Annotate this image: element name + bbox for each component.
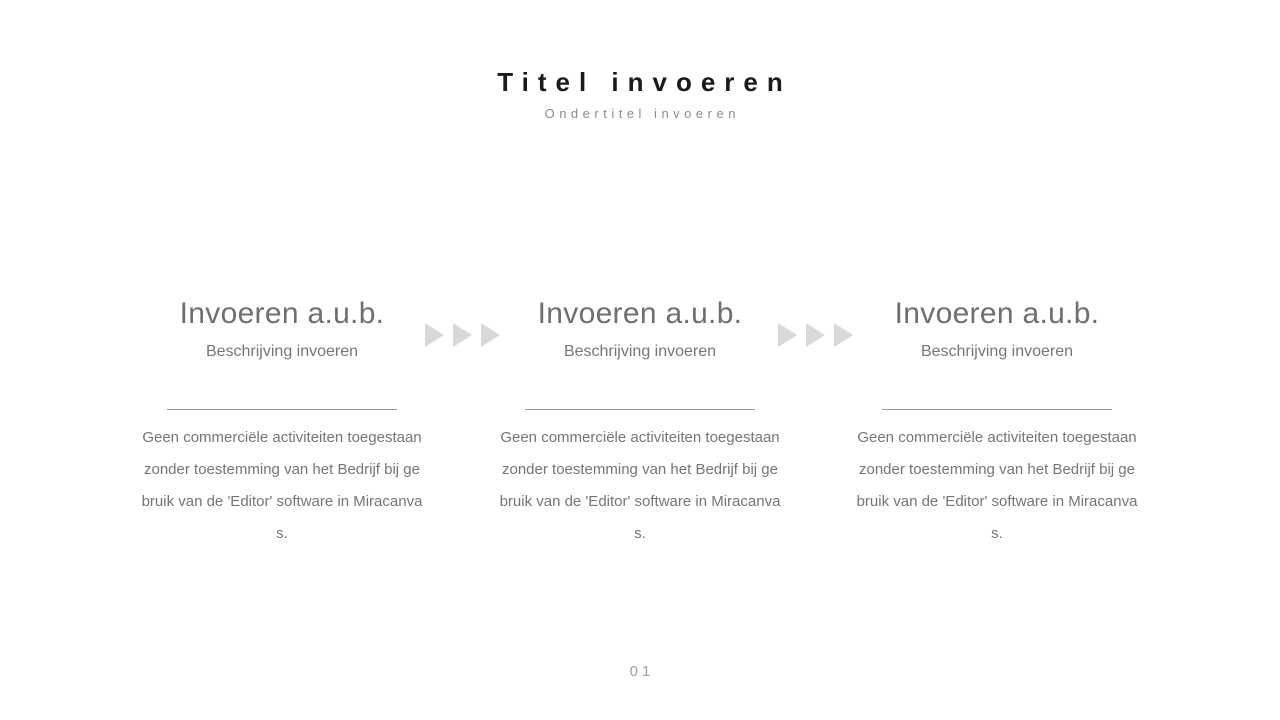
slide-title-placeholder[interactable]: Titel invoeren bbox=[497, 67, 792, 97]
slide-header bbox=[0, 66, 1280, 123]
column-divider-line bbox=[882, 409, 1112, 410]
body-text-line: s. bbox=[991, 525, 1003, 542]
body-text-line: s. bbox=[634, 525, 646, 542]
body-text-line: zonder toestemming van het Bedrijf bij ge bbox=[859, 461, 1135, 478]
column-body-placeholder[interactable] bbox=[490, 422, 790, 550]
column-body-placeholder[interactable] bbox=[847, 422, 1147, 550]
body-text-line: Geen commerciële activiteiten toegestaan bbox=[500, 429, 780, 446]
body-text-line: zonder toestemming van het Bedrijf bij ge bbox=[502, 461, 778, 478]
play-arrow-icon bbox=[778, 323, 797, 347]
play-arrow-icon bbox=[453, 323, 472, 347]
body-text-line: Geen commerciële activiteiten toegestaan bbox=[857, 429, 1137, 446]
slide-subtitle-placeholder[interactable]: Ondertitel invoeren bbox=[544, 106, 740, 121]
play-arrow-icon bbox=[806, 323, 825, 347]
arrow-separator-2 bbox=[778, 323, 853, 347]
body-text-line: Geen commerciële activiteiten toegestaan bbox=[142, 429, 422, 446]
column-heading-placeholder[interactable]: Invoeren a.u.b. bbox=[894, 297, 1100, 330]
step-column-2 bbox=[490, 296, 790, 550]
page-number: 01 bbox=[629, 663, 655, 680]
column-divider-line bbox=[167, 409, 397, 410]
column-subheading-placeholder[interactable]: Beschrijving invoeren bbox=[205, 343, 359, 360]
column-subheading-placeholder[interactable]: Beschrijving invoeren bbox=[563, 343, 717, 360]
step-column-3 bbox=[847, 296, 1147, 550]
arrow-separator-1 bbox=[425, 323, 500, 347]
column-heading-placeholder[interactable]: Invoeren a.u.b. bbox=[179, 297, 385, 330]
body-text-line: bruik van de 'Editor' software in Miracanva bbox=[141, 493, 423, 510]
step-column-1 bbox=[132, 296, 432, 550]
column-heading-placeholder[interactable]: Invoeren a.u.b. bbox=[537, 297, 743, 330]
body-text-line: bruik van de 'Editor' software in Miracanva bbox=[856, 493, 1138, 510]
column-subheading-placeholder[interactable]: Beschrijving invoeren bbox=[920, 343, 1074, 360]
body-text-line: zonder toestemming van het Bedrijf bij ge bbox=[144, 461, 420, 478]
column-divider-line bbox=[525, 409, 755, 410]
body-text-line: bruik van de 'Editor' software in Miracanva bbox=[499, 493, 781, 510]
body-text-line: s. bbox=[276, 525, 288, 542]
column-body-placeholder[interactable] bbox=[132, 422, 432, 550]
play-arrow-icon bbox=[425, 323, 444, 347]
